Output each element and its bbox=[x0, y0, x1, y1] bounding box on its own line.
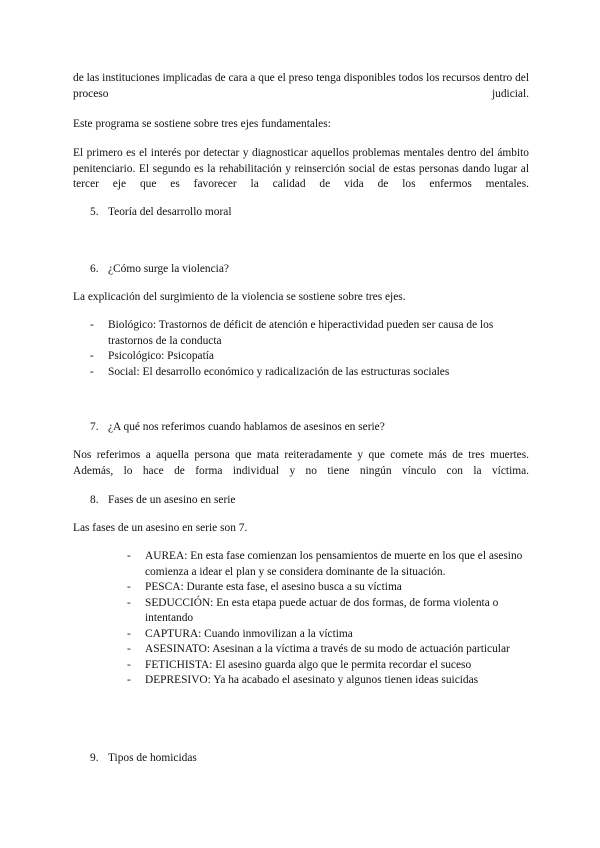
list-item-text: PESCA: Durante esta fase, el asesino busca a su víctima bbox=[145, 581, 402, 593]
list-item bbox=[127, 673, 527, 689]
heading-serial-killers bbox=[90, 420, 385, 436]
paragraph-axes-description: El primero es el interés por detectar y diagnosticar aquellos problemas mentales dentro del ámbito penitenciario. El segundo es la rehabilitación y reinserción social de estas personas dando lugar al tercer eje que es favorecer la calidad de vida de los enfermos mentales. bbox=[73, 147, 529, 190]
list-item-text: SEDUCCIÓN: En esta etapa puede actuar de dos formas, de forma violenta o intentando bbox=[145, 596, 499, 624]
phases-list bbox=[127, 549, 527, 689]
bullet-dash: - bbox=[127, 627, 131, 640]
heading-moral-development bbox=[90, 205, 232, 221]
violence-axes-list bbox=[90, 318, 530, 380]
list-item bbox=[90, 365, 530, 381]
bullet-dash: - bbox=[127, 674, 131, 686]
bullet-dash: - bbox=[127, 643, 131, 655]
heading-text: Tipos de homicidas bbox=[108, 752, 197, 764]
paragraph-intro: de las instituciones implicadas de cara a que el preso tenga disponibles todos los recursos dentro del proceso judicial. bbox=[73, 72, 529, 100]
heading-homicide-types bbox=[90, 751, 197, 767]
list-item bbox=[90, 318, 530, 349]
bullet-dash: - bbox=[127, 658, 131, 671]
bullet-dash: - bbox=[127, 550, 131, 562]
heading-number: 8. bbox=[90, 494, 99, 506]
heading-number: 5. bbox=[90, 206, 99, 218]
heading-text: ¿Cómo surge la violencia? bbox=[108, 263, 229, 275]
list-item-text: ASESINATO: Asesinan a la víctima a través de su modo de actuación particular bbox=[145, 643, 510, 655]
bullet-dash: - bbox=[127, 596, 131, 609]
bullet-dash: - bbox=[90, 319, 94, 331]
list-item bbox=[90, 349, 530, 365]
list-item-text: CAPTURA: Cuando inmovilizan a la víctima bbox=[145, 627, 353, 640]
heading-text: ¿A qué nos referimos cuando hablamos de asesinos en serie? bbox=[108, 421, 385, 433]
heading-violence-origin bbox=[90, 262, 229, 278]
heading-text: Fases de un asesino en serie bbox=[108, 494, 236, 506]
list-item-text: Psicológico: Psicopatía bbox=[108, 350, 214, 362]
list-item-text: DEPRESIVO: Ya ha acabado el asesinato y algunos tienen ideas suicidas bbox=[145, 674, 479, 686]
list-item bbox=[127, 580, 527, 596]
list-item-text: AUREA: En esta fase comienzan los pensamientos de muerte en los que el asesino comienza a idear el plan y se considera dominante de la situación. bbox=[145, 550, 523, 578]
paragraph-phase-count: Las fases de un asesino en serie son 7. bbox=[73, 522, 248, 534]
paragraph-serial-killer-definition: Nos referimos a aquella persona que mata reiteradamente y que comete más de tres muertes. Además, lo hace de forma individual y no tiene ningún vínculo con la víctima. bbox=[73, 449, 529, 477]
bullet-dash: - bbox=[127, 581, 131, 593]
list-item bbox=[127, 596, 527, 627]
heading-number: 7. bbox=[90, 421, 99, 433]
bullet-dash: - bbox=[90, 350, 94, 362]
list-item bbox=[127, 658, 527, 674]
paragraph-violence-explanation: La explicación del surgimiento de la violencia se sostiene sobre tres ejes. bbox=[73, 291, 406, 303]
list-item bbox=[127, 549, 527, 580]
list-item-text: Biológico: Trastornos de déficit de atención e hiperactividad pueden ser causa de los trastornos de la conducta bbox=[108, 319, 494, 347]
heading-text: Teoría del desarrollo moral bbox=[108, 206, 232, 218]
list-item bbox=[127, 627, 527, 643]
heading-number: 6. bbox=[90, 263, 99, 275]
list-item-text: FETICHISTA: El asesino guarda algo que le permita recordar el suceso bbox=[145, 658, 472, 671]
list-item bbox=[127, 642, 527, 658]
paragraph-program-axes: Este programa se sostiene sobre tres ejes fundamentales: bbox=[73, 118, 331, 130]
heading-number: 9. bbox=[90, 752, 99, 764]
bullet-dash: - bbox=[90, 365, 94, 378]
list-item-text: Social: El desarrollo económico y radicalización de las estructuras sociales bbox=[108, 365, 450, 378]
heading-killer-phases bbox=[90, 493, 235, 509]
